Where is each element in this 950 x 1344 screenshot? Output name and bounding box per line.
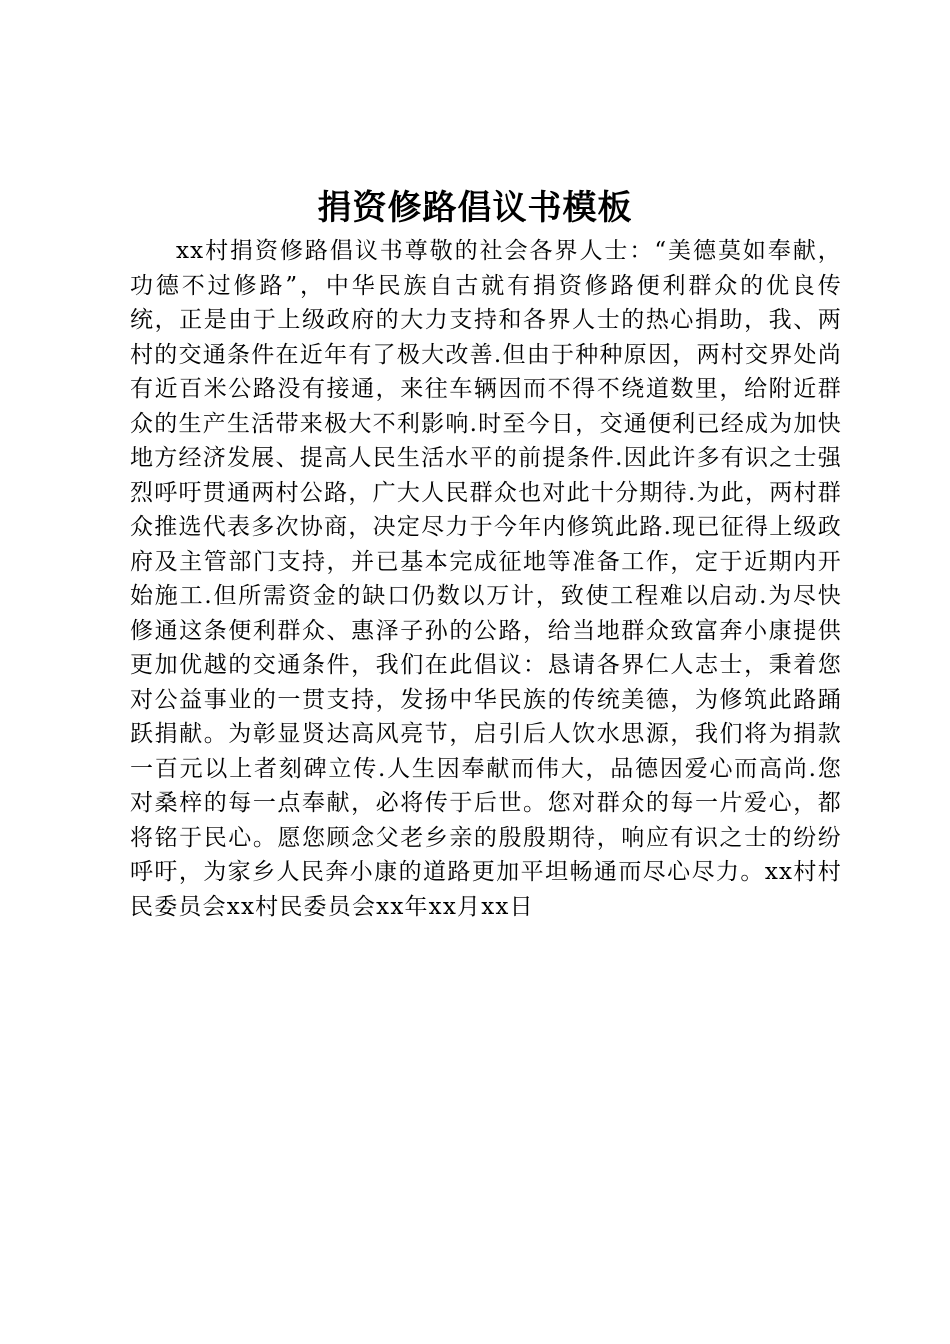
- document-body-paragraph: xx村捐资修路倡议书尊敬的社会各界人士：“美德莫如奉献，功德不过修路”，中华民族自古就有捐资修路便利群众的优良传统，正是由于上级政府的大力支持和各界人士的热心捐助，我、两村的交通条件在近年有了极大改善.但由于种种原因，两村交界处尚有近百米公路没有接通，来往车辆因而不得不绕道数里，给附近群众的生产生活带来极大不利影响.时至今日，交通便利已经成为加快地方经济发展、提高人民生活水平的前提条件.因此许多有识之士强烈呼吁贯通两村公路，广大人民群众也对此十分期待.为此，两村群众推选代表多次协商，决定尽力于今年内修筑此路.现已征得上级政府及主管部门支持，并已基本完成征地等准备工作，定于近期内开始施工.但所需资金的缺口仍数以万计，致使工程难以启动.为尽快修通这条便利群众、惠泽子孙的公路，给当地群众致富奔小康提供更加优越的交通条件，我们在此倡议：恳请各界仁人志士，秉着您对公益事业的一贯支持，发扬中华民族的传统美德，为修筑此路踊跃捐献。为彰显贤达高风亮节，启引后人饮水思源，我们将为捐款一百元以上者刻碑立传.人生因奉献而伟大，品德因爱心而高尚.您对桑梓的每一点奉献，必将传于后世。您对群众的每一片爱心，都将铭于民心。愿您顾念父老乡亲的殷殷期待，响应有识之士的纷纷呼吁，为家乡人民奔小康的道路更加平坦畅通而尽心尽力。xx村村民委员会xx村民委员会xx年xx月xx日: [130, 238, 842, 920]
- document-title: 捐资修路倡议书模板: [317, 188, 633, 228]
